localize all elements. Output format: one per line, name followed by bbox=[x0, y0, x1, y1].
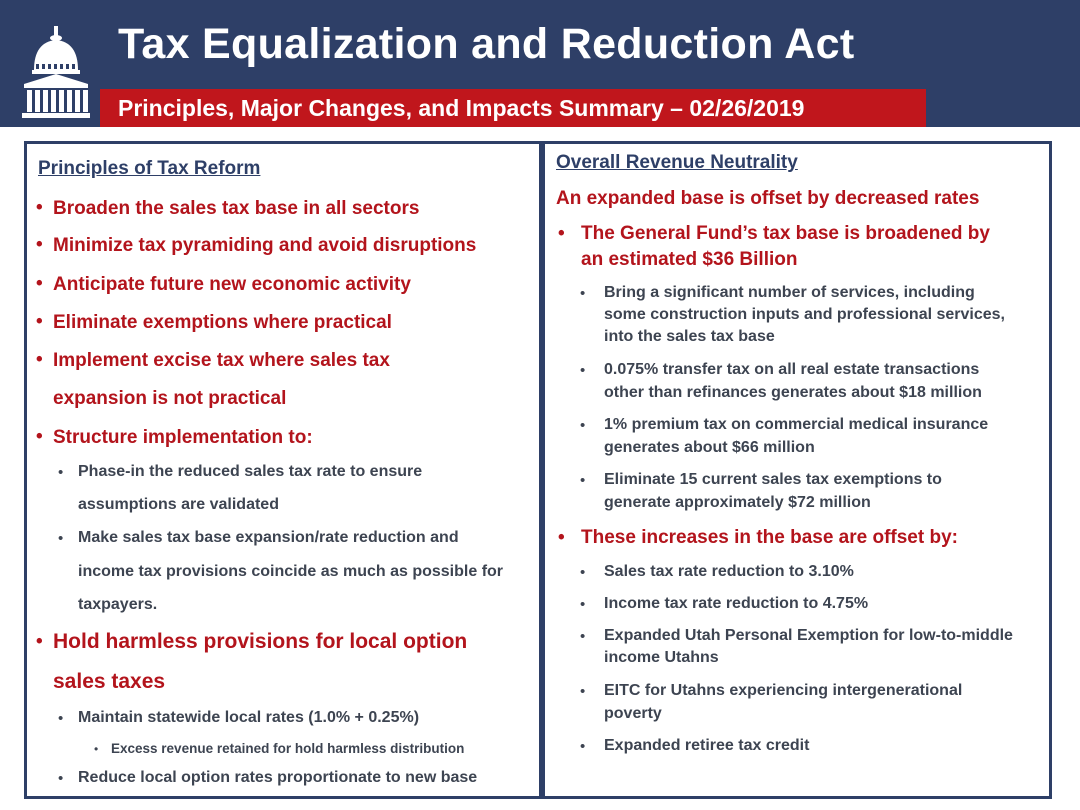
bullet-icon: • bbox=[580, 564, 586, 581]
bullet-icon: • bbox=[580, 628, 586, 645]
offset-item: EITC for Utahns experiencing intergenerational bbox=[604, 682, 963, 699]
general-fund-item: The General Fund’s tax base is broadened by bbox=[581, 223, 990, 244]
revenue-neutrality-panel bbox=[542, 141, 1052, 799]
bullet-icon: • bbox=[58, 530, 64, 547]
structure-item: Phase-in the reduced sales tax rate to ensure bbox=[78, 463, 423, 480]
base-item-continued: into the sales tax base bbox=[604, 328, 775, 345]
local-item: Reduce local option rates proportionate to new base bbox=[78, 769, 478, 786]
principle-item: Anticipate future new economic activity bbox=[53, 274, 411, 295]
bullet-icon: • bbox=[36, 234, 43, 255]
revenue-heading: Overall Revenue Neutrality bbox=[556, 152, 798, 173]
offset-item: Sales tax rate reduction to 3.10% bbox=[604, 563, 854, 580]
base-item-continued: other than refinances generates about $18 million bbox=[604, 384, 982, 401]
principle-item: Eliminate exemptions where practical bbox=[53, 312, 392, 333]
offset-heading: These increases in the base are offset by: bbox=[581, 527, 958, 548]
base-item: Eliminate 15 current sales tax exemptions to bbox=[604, 471, 942, 488]
bullet-icon: • bbox=[558, 527, 565, 548]
page-title: Tax Equalization and Reduction Act bbox=[118, 20, 855, 68]
bullet-icon: • bbox=[36, 631, 43, 652]
offset-item-continued: poverty bbox=[604, 705, 662, 722]
bullet-icon: • bbox=[580, 362, 586, 379]
bullet-icon: • bbox=[580, 417, 586, 434]
principles-panel bbox=[24, 141, 542, 799]
principles-heading: Principles of Tax Reform bbox=[38, 158, 261, 179]
structure-item-continued: assumptions are validated bbox=[78, 496, 279, 513]
revenue-subheading: An expanded base is offset by decreased rates bbox=[556, 188, 980, 209]
page-subtitle: Principles, Major Changes, and Impacts Summary – 02/26/2019 bbox=[118, 95, 805, 121]
base-item-continued: generates about $66 million bbox=[604, 439, 815, 456]
bullet-icon: • bbox=[58, 464, 64, 481]
structure-item-continued: income tax provisions coincide as much as possible for bbox=[78, 563, 504, 580]
offset-item-continued: income Utahns bbox=[604, 649, 719, 666]
principle-item: Minimize tax pyramiding and avoid disruptions bbox=[53, 235, 477, 256]
base-item: Bring a significant number of services, including bbox=[604, 284, 975, 301]
principle-item: Broaden the sales tax base in all sectors bbox=[53, 198, 420, 219]
offset-item: Expanded Utah Personal Exemption for low-to-middle bbox=[604, 627, 1013, 644]
local-item: Maintain statewide local rates (1.0% + 0.25%) bbox=[78, 709, 420, 726]
general-fund-item-continued: an estimated $36 Billion bbox=[581, 249, 798, 270]
base-item: 1% premium tax on commercial medical insurance bbox=[604, 416, 989, 433]
hold-harmless-item: Hold harmless provisions for local option bbox=[53, 630, 468, 653]
bullet-icon: • bbox=[58, 710, 64, 727]
principle-item: Structure implementation to: bbox=[53, 427, 313, 448]
structure-item-continued: taxpayers. bbox=[78, 596, 158, 613]
local-subitem: Excess revenue retained for hold harmless distribution bbox=[111, 741, 465, 756]
bullet-icon: • bbox=[94, 742, 99, 756]
bullet-icon: • bbox=[580, 596, 586, 613]
offset-item: Income tax rate reduction to 4.75% bbox=[604, 595, 869, 612]
bullet-icon: • bbox=[580, 683, 586, 700]
bullet-icon: • bbox=[558, 223, 565, 244]
bullet-icon: • bbox=[36, 426, 43, 447]
principle-item: Implement excise tax where sales tax bbox=[53, 350, 390, 371]
bullet-icon: • bbox=[580, 285, 586, 302]
capitol-dome-icon bbox=[20, 26, 92, 120]
subtitle-bar bbox=[100, 89, 926, 127]
principle-item-continued: expansion is not practical bbox=[53, 388, 287, 409]
base-item: 0.075% transfer tax on all real estate transactions bbox=[604, 361, 980, 378]
header-banner bbox=[0, 0, 1080, 127]
bullet-icon: • bbox=[36, 349, 43, 370]
bullet-icon: • bbox=[58, 770, 64, 787]
offset-item: Expanded retiree tax credit bbox=[604, 737, 810, 754]
hold-harmless-item-continued: sales taxes bbox=[53, 670, 166, 693]
base-item-continued: generate approximately $72 million bbox=[604, 494, 871, 511]
bullet-icon: • bbox=[580, 472, 586, 489]
bullet-icon: • bbox=[36, 311, 43, 332]
structure-item: Make sales tax base expansion/rate reduction and bbox=[78, 529, 459, 546]
bullet-icon: • bbox=[36, 273, 43, 294]
base-item-continued: some construction inputs and professional services, bbox=[604, 306, 1005, 323]
bullet-icon: • bbox=[580, 738, 586, 755]
bullet-icon: • bbox=[36, 197, 43, 218]
